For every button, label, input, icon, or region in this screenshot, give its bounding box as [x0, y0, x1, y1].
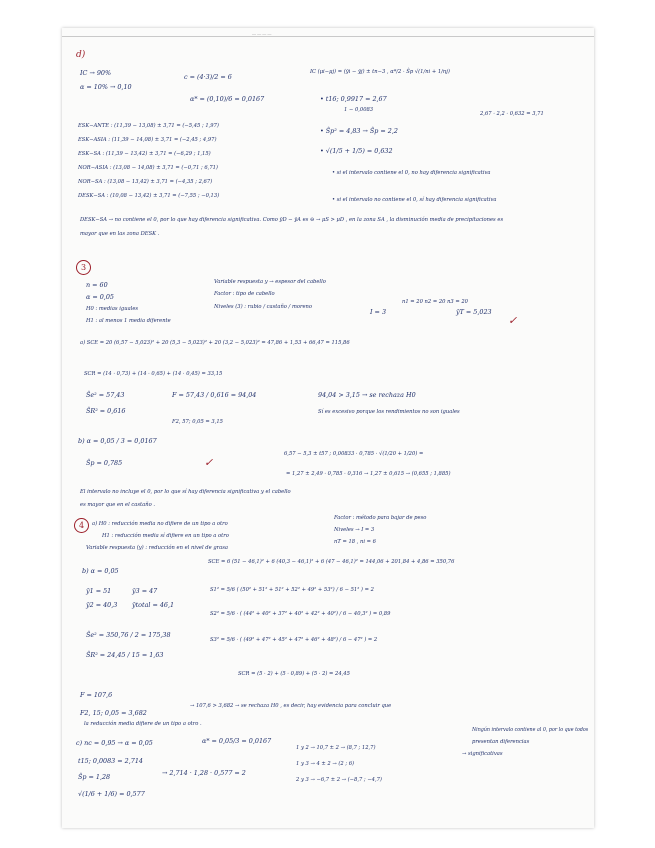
text-line: • Ŝp² = 4,83 → Ŝp = 2,2 — [320, 127, 398, 135]
section-4-marker: 4 — [74, 518, 89, 533]
text-line: t15; 0,0083 = 2,714 — [78, 757, 143, 765]
text-line: n = 60 — [86, 281, 108, 289]
text-line: 1 y 3 → 4 ± 2 → (2 ; 6) — [296, 761, 355, 767]
text-line: • √(1/5 + 1/5) = 0,632 — [320, 147, 393, 155]
text-line: F = 57,43 / 0,616 = 94,04 — [172, 391, 257, 399]
text-line: ȳ2 = 40,3 — [86, 601, 118, 609]
text-line: SCR = (14 · 0,73) + (14 · 0,65) + (14 · 0,45) = 33,15 — [84, 371, 223, 377]
text-line: Ŝp = 0,785 — [86, 459, 123, 467]
text-line: 94,04 > 3,15 → se rechaza H0 — [318, 391, 416, 399]
text-line: • si el intervalo contiene el 0, no hay diferencia significativa — [332, 170, 491, 176]
text-line: c = (4·3)/2 = 6 — [184, 73, 232, 81]
text-line: b) α = 0,05 — [82, 567, 119, 575]
text-line: S2² = 5/6 · ( (44² + 40² + 37² + 40² + 42² + 40²) / 6 − 40,3² ) = 0,89 — [210, 611, 391, 617]
text-line: Factor : tipo de cabello — [214, 291, 275, 297]
text-line: I = 3 — [370, 308, 387, 316]
text-line: ȳ1 = 51 — [86, 587, 112, 595]
text-line: → significativas — [462, 751, 503, 757]
text-line: S3² = 5/6 · ( (49² + 47² + 45² + 47² + 46² + 48²) / 6 − 47² ) = 2 — [210, 637, 378, 643]
interval-line: NOR−ASIA : (13,08 − 14,08) ± 3,71 = (−0,71 ; 6,71) — [78, 165, 218, 171]
text-line: c) nc = 0,95 → α = 0,05 — [76, 739, 153, 747]
text-line: Variable respuesta y → espesor del cabello — [214, 279, 326, 285]
text-line: 2,67 · 2,2 · 0,632 = 3,71 — [480, 111, 544, 117]
text-line: √(1/6 + 1/6) = 0,577 — [78, 790, 145, 798]
text-line: a) H0 : reducción media no difiere de un tipo a otro — [92, 521, 228, 527]
text-line: a) SCE = 20 (6,57 − 5,023)² + 20 (5,3 − 5,023)² + 20 (3,2 − 5,023)² = 47,86 + 1,53 + 66,47 = 115,86 — [80, 340, 350, 346]
text-line: Ŝp = 1,28 — [78, 773, 111, 781]
interval-line: DESK−SA : (10,08 − 13,42) ± 3,71 = (−7,55 ; −0,13) — [78, 193, 220, 199]
text-line: H1 : reducción media sí difiere en un tipo a otro — [102, 533, 229, 539]
text-line: → 2,714 · 1,28 · 0,577 = 2 — [162, 769, 246, 777]
text-line: α = 0,05 — [86, 293, 114, 301]
text-line: S1² = 5/6 ( (50² + 51² + 51² + 52² + 49² + 53²) / 6 − 51² ) = 2 — [210, 587, 374, 593]
interval-line: NOR−SA : (13,08 − 13,42) ± 3,71 = (−4,35 ; 2,67) — [78, 179, 213, 185]
header-scribble: — — — — — [252, 31, 272, 36]
text-line: IC (μi−μj) = (ȳi − ȳj) ± tn−3 , α*/2 · Ŝp √(1/ni + 1/nj) — [310, 69, 450, 75]
text-line: El intervalo no incluye el 0, por lo que sí hay diferencia significativa y el cabello — [80, 489, 291, 495]
text-line: b) α = 0,05 / 3 = 0,0167 — [78, 437, 157, 445]
text-line: F2, 57; 0,05 = 3,15 — [172, 419, 223, 425]
text-line: Ŝe² = 57,43 — [86, 391, 125, 399]
text-line: H1 : al menos 1 media diferente — [86, 318, 171, 324]
text-line: presentan diferencias — [472, 739, 530, 745]
text-line: la reducción media difiere de un tipo a otro . — [84, 721, 202, 727]
text-line: mayor que en las zona DESK . — [80, 231, 160, 237]
text-line: F2, 15; 0,05 = 3,682 — [80, 709, 147, 717]
handwritten-page — [62, 28, 594, 828]
text-line: = 1,27 ± 2,49 · 0,785 · 0,316 → 1,27 ± 0,615 → (0,655 ; 1,885) — [286, 471, 451, 477]
text-line: α* = (0,10)/6 = 0,0167 — [190, 95, 265, 103]
text-line: ŜR² = 0,616 — [86, 407, 126, 415]
text-line: ŜR² = 24,45 / 15 = 1,63 — [86, 651, 164, 659]
text-line: ȳ3 = 47 — [132, 587, 158, 595]
text-line: 1 − 0,0083 — [344, 107, 374, 113]
text-line: ȳT = 5,023 — [456, 308, 492, 316]
text-line: 6,57 − 5,3 ± t57 ; 0,00833 · 0,785 · √(1/20 + 1/20) = — [284, 451, 424, 457]
text-line: IC → 90% — [80, 69, 112, 77]
text-line: Ningún intervalo contiene al 0, por lo que todos — [472, 727, 589, 733]
check-mark: ✓ — [508, 314, 518, 327]
check-mark: ✓ — [204, 456, 214, 469]
text-line: nT = 18 , ni = 6 — [334, 539, 376, 545]
text-line: 1 y 2 → 10,7 ± 2 → (8,7 ; 12,7) — [296, 745, 376, 751]
text-line: Ŝe² = 350,76 / 2 = 175,38 — [86, 631, 171, 639]
interval-line: ESK−SA : (11,39 − 13,42) ± 3,71 = (−6,29 ; 1,15) — [78, 151, 211, 157]
section-3-marker: 3 — [76, 260, 91, 275]
text-line: es mayor que en el castaño . — [80, 502, 155, 508]
text-line: Factor : método para bajar de peso — [334, 515, 427, 521]
interval-line: ESK−ASIA : (11,39 − 14,08) ± 3,71 = (−2,45 ; 4,97) — [78, 137, 217, 143]
text-line: H0 : medias iguales — [86, 306, 139, 312]
part-d-label: d) — [76, 50, 86, 60]
text-line: F = 107,6 — [80, 691, 113, 699]
text-line: Niveles → I = 3 — [334, 527, 375, 533]
text-line: α* = 0,05/3 = 0,0167 — [202, 737, 272, 745]
text-line: 2 y 3 → −6,7 ± 2 → (−8,7 ; −4,7) — [296, 777, 382, 783]
text-line: Niveles (3) : rubio / castaño / moreno — [214, 304, 313, 310]
header-rule — [62, 36, 594, 37]
text-line: n1 = 20 n2 = 20 n3 = 20 — [402, 299, 468, 305]
text-line: • si el intervalo no contiene el 0, sí hay diferencia significativa — [332, 197, 497, 203]
text-line: α = 10% → 0,10 — [80, 83, 132, 91]
interval-line: ESK−ANTE : (11,39 − 13,08) ± 3,71 = (−5,45 ; 1,97) — [78, 123, 219, 129]
text-line: → 107,6 > 3,682 → se rechaza H0 , es decir, hay evidencia para concluir que — [190, 703, 392, 709]
text-line: Variable respuesta (y) : reducción en el nivel de grasa — [86, 545, 228, 551]
text-line: Sí es excesivo porque los rendimientos no son iguales — [318, 409, 460, 415]
text-line: ȳtotal = 46,1 — [132, 601, 175, 609]
text-line: SCR = (5 · 2) + (5 · 0,89) + (5 · 2) = 24,45 — [238, 671, 350, 677]
text-line: DESK−SA → no contiene el 0, por lo que hay diferencia significativa. Como ȳD − ȳA es ⊖ → μS > μD , en la zona SA , la disminución media de precipitaciones es — [80, 217, 504, 223]
text-line: SCE = 6 (51 − 46,1)² + 6 (40,3 − 46,1)² + 6 (47 − 46,1)² = 144,06 + 201,84 + 4,86 = 350,76 — [208, 559, 455, 565]
text-line: • t16; 0,9917 = 2,67 — [320, 95, 387, 103]
